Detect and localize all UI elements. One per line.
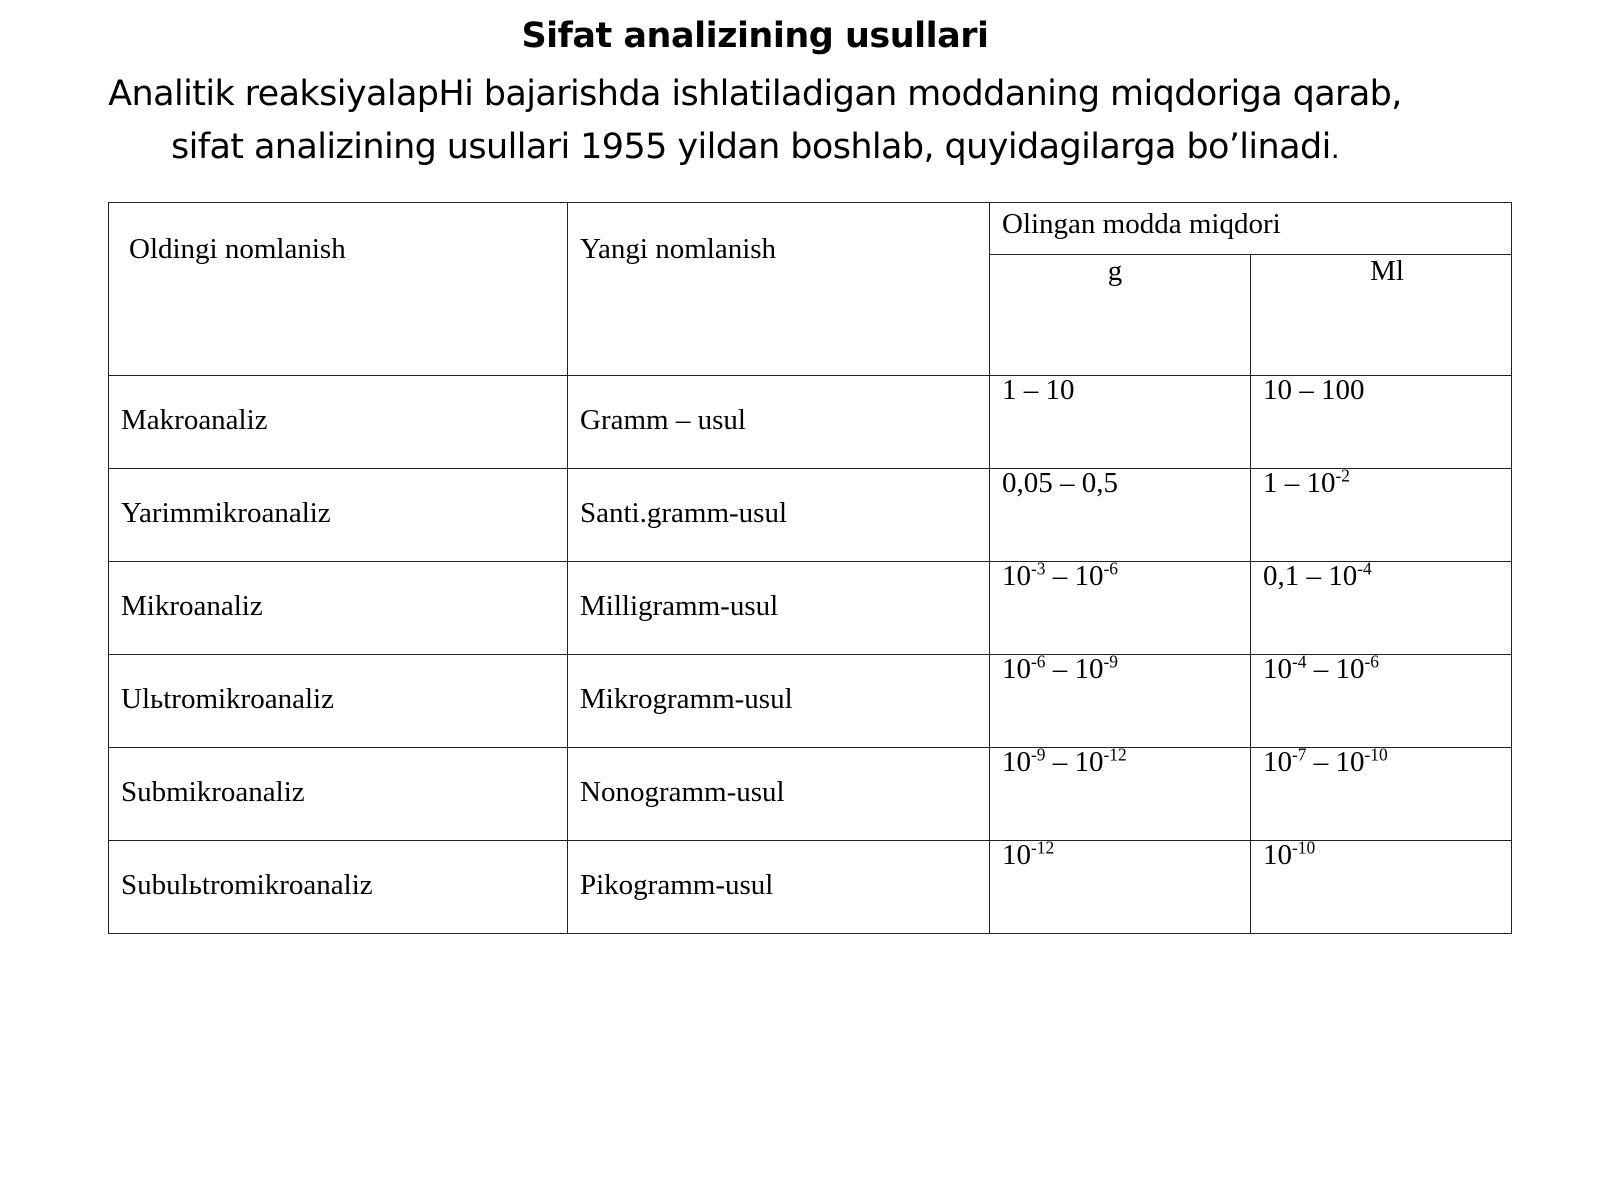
cell-amount-g — [990, 651, 1251, 748]
cell-new-name-text: Milligramm-usul — [580, 589, 779, 622]
table-body — [109, 376, 1512, 934]
cell-new-name — [568, 562, 990, 655]
cell-new-name — [568, 748, 990, 841]
cell-amount-g — [990, 558, 1251, 655]
table-row — [109, 748, 1512, 841]
table-row — [109, 562, 1512, 655]
cell-old-name-text: Ulьtromikroanaliz — [121, 682, 334, 715]
table-row — [109, 655, 1512, 748]
cell-old-name-text: Submikroanaliz — [121, 775, 305, 808]
cell-amount-g-text: 1 – 10 — [1002, 374, 1075, 406]
slide-title: Sifat analizining usullari — [521, 16, 989, 56]
cell-old-name-text: Yarimmikroanaliz — [121, 496, 331, 529]
header-unit-g: g — [990, 255, 1251, 376]
cell-amount-ml-text: $10^{-7} - 10^{-10}$ — [1263, 744, 1388, 778]
cell-amount-g — [990, 376, 1251, 469]
cell-amount-g-text: $10^{-9} - 10^{-12}$ — [1002, 744, 1127, 778]
table-header-row — [109, 203, 1512, 255]
table-row — [109, 469, 1512, 562]
cell-amount-ml — [1251, 465, 1512, 562]
cell-amount-ml — [1251, 744, 1512, 841]
cell-amount-g — [990, 469, 1251, 562]
cell-new-name — [568, 376, 990, 469]
cell-amount-g-text: $10^{-6} - 10^{-9}$ — [1002, 651, 1118, 685]
cell-amount-g-text: 0,05 – 0,5 — [1002, 467, 1118, 499]
cell-amount-ml-text: 10 – 100 — [1263, 374, 1365, 406]
cell-old-name — [109, 469, 568, 562]
cell-amount-ml-text: $0,1 - 10^{-4}$ — [1263, 558, 1372, 592]
cell-old-name-text: Makroanaliz — [121, 403, 268, 436]
header-unit-ml: Ml — [1251, 255, 1512, 376]
cell-amount-g-text: $10^{-12}$ — [1002, 837, 1055, 871]
cell-new-name-text: Mikrogramm-usul — [580, 682, 793, 715]
cell-new-name — [568, 655, 990, 748]
header-old-name: Oldingi nomlanish — [109, 203, 568, 376]
cell-amount-ml-text: $1 - 10^{-2}$ — [1263, 465, 1350, 499]
cell-new-name-text: Gramm – usul — [580, 403, 746, 436]
cell-amount-g — [990, 837, 1251, 934]
cell-old-name — [109, 562, 568, 655]
cell-amount-ml-text: $10^{-4} - 10^{-6}$ — [1263, 651, 1379, 685]
intro-line-2-period: . — [1330, 132, 1340, 165]
table-row — [109, 841, 1512, 934]
header-amount: Olingan modda miqdori — [990, 203, 1512, 255]
intro-line-2-text: sifat analizining usullari 1955 yildan boshlab, quyidagilarga bo’linadi — [170, 127, 1331, 167]
intro-line-1: Analitik reaksiyalapHi bajarishda ishlatiladigan moddaning miqdoriga qarab, — [108, 74, 1402, 114]
cell-old-name-text: Subulьtromikroanaliz — [121, 868, 373, 901]
cell-amount-ml-text: $10^{-10}$ — [1263, 837, 1316, 871]
cell-old-name — [109, 376, 568, 469]
table-row — [109, 376, 1512, 469]
header-new-name: Yangi nomlanish — [568, 203, 990, 376]
cell-old-name — [109, 748, 568, 841]
cell-new-name-text: Pikogramm-usul — [580, 868, 774, 901]
cell-amount-g — [990, 744, 1251, 841]
cell-new-name-text: Nonogramm-usul — [580, 775, 785, 808]
intro-text — [0, 68, 1510, 175]
cell-new-name — [568, 841, 990, 934]
cell-amount-ml — [1251, 558, 1512, 655]
cell-amount-ml — [1251, 837, 1512, 934]
cell-amount-ml — [1251, 651, 1512, 748]
cell-old-name — [109, 841, 568, 934]
cell-amount-ml — [1251, 376, 1512, 469]
cell-old-name — [109, 655, 568, 748]
cell-new-name-text: Santi.gramm-usul — [580, 496, 788, 529]
cell-amount-g-text: $10^{-3} - 10^{-6}$ — [1002, 558, 1118, 592]
cell-old-name-text: Mikroanaliz — [121, 589, 263, 622]
analysis-methods-table — [108, 202, 1512, 934]
intro-line-2 — [0, 121, 1510, 175]
cell-new-name — [568, 469, 990, 562]
